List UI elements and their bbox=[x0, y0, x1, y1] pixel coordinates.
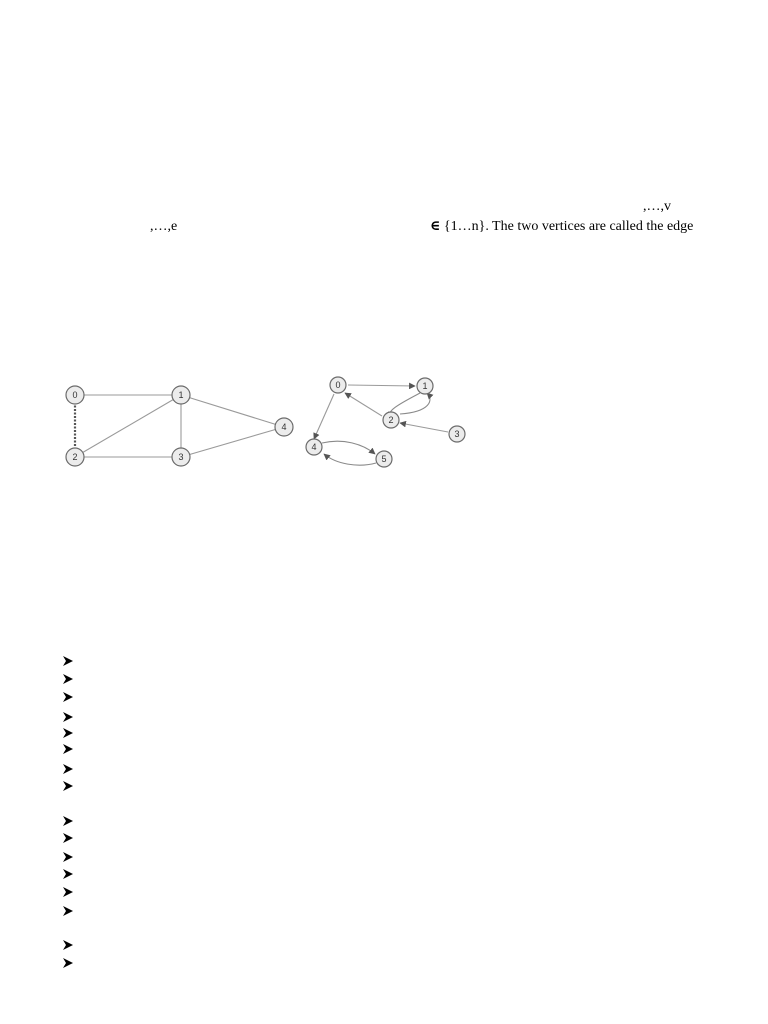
graph-node-d4 bbox=[306, 439, 322, 455]
graph-node-d0 bbox=[330, 377, 346, 393]
svg-text:5: 5 bbox=[381, 454, 387, 464]
arc-2-0 bbox=[345, 393, 382, 416]
arrowhead-bullet-icon bbox=[62, 868, 76, 882]
edge-1-2 bbox=[75, 395, 181, 457]
graph-node-d1 bbox=[417, 378, 433, 394]
arc-0-4 bbox=[314, 394, 334, 439]
text-fragment-v: ,…,v bbox=[643, 199, 671, 214]
graph-node-0 bbox=[66, 386, 84, 404]
svg-text:3: 3 bbox=[178, 452, 184, 462]
edge-1-4 bbox=[181, 395, 284, 427]
svg-text:2: 2 bbox=[72, 452, 78, 462]
arrowhead-bullet-icon bbox=[62, 905, 76, 919]
graph-figure-svg bbox=[58, 372, 478, 470]
arrowhead-bullet-icon bbox=[62, 727, 76, 741]
arrowhead-bullet-icon bbox=[62, 763, 76, 777]
arrowhead-bullet-icon bbox=[62, 711, 76, 725]
arrowhead-bullet-icon bbox=[62, 815, 76, 829]
arrowhead-bullet-icon bbox=[62, 939, 76, 953]
graph-node-2 bbox=[66, 448, 84, 466]
arc-3-2 bbox=[400, 423, 448, 432]
undirected-graph bbox=[66, 386, 293, 466]
graph-node-d3 bbox=[449, 426, 465, 442]
arrowhead-bullet-icon bbox=[62, 743, 76, 757]
svg-text:4: 4 bbox=[311, 442, 317, 452]
svg-text:0: 0 bbox=[335, 380, 341, 390]
svg-text:0: 0 bbox=[72, 390, 78, 400]
directed-graph bbox=[306, 377, 465, 467]
graph-node-d5 bbox=[376, 451, 392, 467]
arrowhead-bullet-icon bbox=[62, 780, 76, 794]
arc-4-5 bbox=[322, 441, 375, 454]
graph-node-4 bbox=[275, 418, 293, 436]
arrowhead-bullet-icon bbox=[62, 832, 76, 846]
edge-3-4 bbox=[181, 427, 284, 457]
element-of-symbol: ∈ bbox=[430, 219, 441, 234]
edge-definition-text: {1…n}. The two vertices are called the edge bbox=[440, 219, 694, 234]
text-fragment-e: ,…,e bbox=[150, 219, 178, 234]
svg-text:4: 4 bbox=[281, 422, 287, 432]
arrowhead-bullet-icon bbox=[62, 851, 76, 865]
arrowhead-bullet-icon bbox=[62, 691, 76, 705]
svg-text:3: 3 bbox=[454, 429, 460, 439]
arrowhead-bullet-icon bbox=[62, 886, 76, 900]
arc-5-4 bbox=[324, 454, 376, 465]
arc-0-1 bbox=[348, 385, 415, 386]
svg-text:2: 2 bbox=[388, 415, 394, 425]
graph-node-3 bbox=[172, 448, 190, 466]
arrowhead-bullet-icon bbox=[62, 673, 76, 687]
text-fragment-edge bbox=[430, 219, 693, 235]
graph-node-d2 bbox=[383, 412, 399, 428]
svg-text:1: 1 bbox=[422, 381, 428, 391]
arrowhead-bullet-icon bbox=[62, 655, 76, 669]
arrowhead-bullet-icon bbox=[62, 957, 76, 971]
svg-text:1: 1 bbox=[178, 390, 184, 400]
graph-node-1 bbox=[172, 386, 190, 404]
graph-figure bbox=[58, 372, 478, 470]
